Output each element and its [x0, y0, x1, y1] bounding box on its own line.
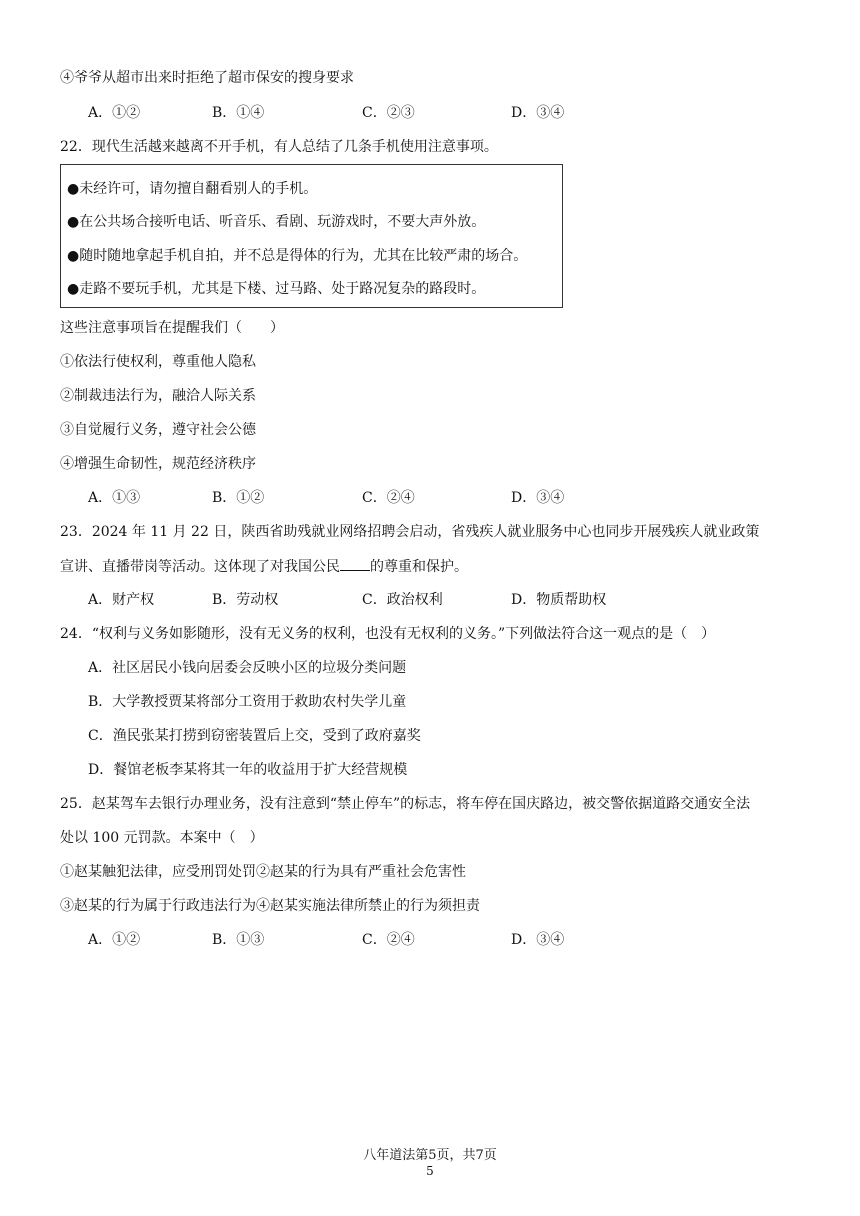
page-number: 5 — [426, 1164, 434, 1178]
q22-question: 这些注意事项旨在提醒我们（ ） — [60, 320, 284, 336]
q22-option-b: B．①② — [212, 490, 265, 506]
q22-stem: 22．现代生活越来越离不开手机，有人总结了几条手机使用注意事项。 — [60, 139, 498, 155]
q22-option-d: D．③④ — [511, 490, 565, 506]
q21-option-b: B．①④ — [212, 105, 265, 121]
q23-stem-text-b: 的尊重和保护。 — [370, 559, 468, 575]
q25-option-b: B．①③ — [212, 932, 265, 948]
q23-stem-line-2 — [60, 556, 468, 577]
q23-option-d: D．物质帮助权 — [511, 592, 607, 608]
page-footer: 八年道法第5页，共7页 — [363, 1148, 497, 1163]
q23-option-c: C．政治权利 — [362, 592, 443, 608]
q25-stem-line-1: 25．赵某驾车去银行办理业务，没有注意到“禁止停车”的标志，将车停在国庆路边，被交警依据道路交通安全法 — [60, 796, 751, 812]
q22-notes-box — [60, 164, 563, 308]
q22-option-c: C．②④ — [362, 490, 415, 506]
q22-note-2: ●在公共场合接听电话、听音乐、看剧、玩游戏时，不要大声外放。 — [67, 214, 486, 230]
q23-answer-blank — [340, 556, 370, 571]
q22-statement-4: ④增强生命韧性，规范经济秩序 — [60, 456, 256, 472]
q21-option-c: C．②③ — [362, 105, 415, 121]
q24-option-c: C．渔民张某打捞到窃密装置后上交，受到了政府嘉奖 — [88, 728, 421, 744]
q22-statement-3: ③自觉履行义务，遵守社会公德 — [60, 422, 256, 438]
q25-option-d: D．③④ — [511, 932, 565, 948]
q21-option-a: A．①② — [88, 105, 141, 121]
q22-statement-2: ②制裁违法行为，融洽人际关系 — [60, 388, 256, 404]
q25-statements-line-1: ①赵某触犯法律，应受刑罚处罚②赵某的行为具有严重社会危害性 — [60, 864, 466, 880]
q23-stem-text-a: 宣讲、直播带岗等活动。这体现了对我国公民 — [60, 559, 340, 575]
q21-statement-4: ④爷爷从超市出来时拒绝了超市保安的搜身要求 — [60, 70, 354, 86]
q22-option-a: A．①③ — [88, 490, 141, 506]
q23-stem-line-1: 23．2024 年 11 月 22 日，陕西省助残就业网络招聘会启动，省残疾人就业服务中心也同步开展残疾人就业政策 — [60, 524, 760, 540]
q22-statement-1: ①依法行使权利，尊重他人隐私 — [60, 354, 256, 370]
q24-option-a: A．社区居民小钱向居委会反映小区的垃圾分类问题 — [88, 660, 407, 676]
q22-note-3: ●随时随地拿起手机自拍，并不总是得体的行为，尤其在比较严肃的场合。 — [67, 248, 528, 264]
q22-note-1: ●未经许可，请勿擅自翻看别人的手机。 — [67, 181, 318, 197]
q25-option-a: A．①② — [88, 932, 141, 948]
q23-option-a: A．财产权 — [88, 592, 155, 608]
q21-option-d: D．③④ — [511, 105, 565, 121]
q24-option-d: D．餐馆老板李某将其一年的收益用于扩大经营规模 — [88, 762, 408, 778]
q25-stem-line-2: 处以 100 元罚款。本案中（ ） — [60, 830, 264, 846]
q25-statements-line-2: ③赵某的行为属于行政违法行为④赵某实施法律所禁止的行为须担责 — [60, 898, 480, 914]
q22-note-4: ●走路不要玩手机，尤其是下楼、过马路、处于路况复杂的路段时。 — [67, 281, 486, 297]
q24-option-b: B．大学教授贾某将部分工资用于救助农村失学儿童 — [88, 694, 407, 710]
q24-stem: 24．“权利与义务如影随形，没有无义务的权利，也没有无权利的义务。”下列做法符合这一观点的是（ ） — [60, 626, 716, 642]
q23-option-b: B．劳动权 — [212, 592, 279, 608]
q25-option-c: C．②④ — [362, 932, 415, 948]
